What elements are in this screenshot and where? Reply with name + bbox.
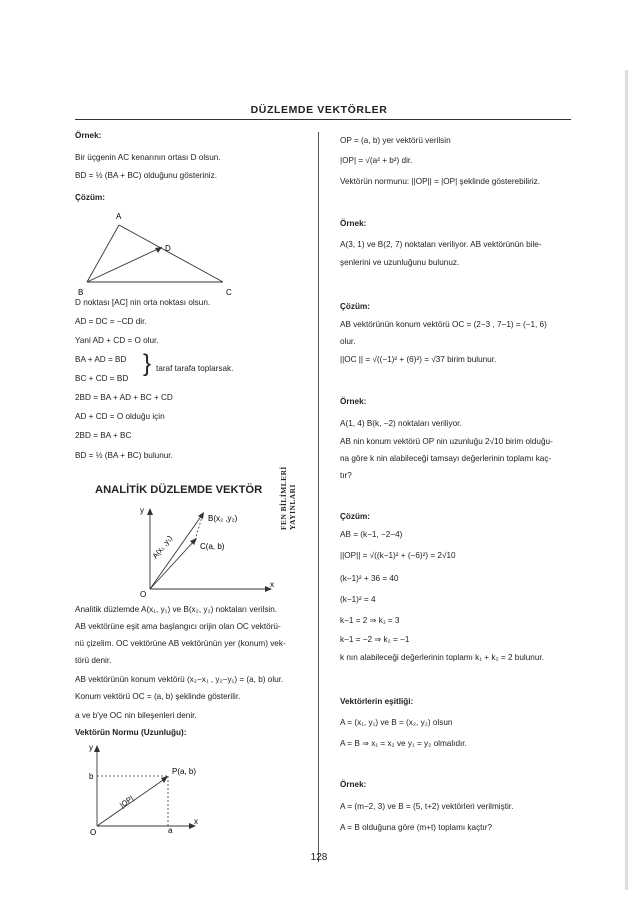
text-line: (k−1)² = 4	[340, 595, 376, 604]
vertex-d-label: D	[165, 244, 171, 253]
y-axis-label: y	[89, 743, 93, 752]
point-b-label: B(x₂ ,y₂)	[208, 514, 238, 523]
equality-heading: Vektörlerin eşitliği:	[340, 697, 414, 706]
text-line: A = (m−2, 3) ve B = (5, t+2) vektörleri verilmiştir.	[340, 802, 514, 811]
text-line: D noktası [AC] nin orta noktası olsun.	[75, 298, 211, 307]
x-axis-label: x	[194, 817, 198, 826]
solution-heading: Çözüm:	[340, 512, 371, 521]
text-line: a ve b'ye OC nin bileşenleri denir.	[75, 711, 197, 720]
vertex-b-label: B	[78, 288, 84, 297]
text-line: k−1 = 2 ⇒ k₁ = 3	[340, 616, 400, 625]
origin-label: O	[140, 590, 147, 599]
text-line: ||OP|| = √((k−1)² + (−6)²) = 2√10	[340, 551, 456, 560]
text-line: BC + CD = BD	[75, 374, 129, 383]
example-heading: Örnek:	[340, 219, 367, 228]
text-line: AD + CD = O olduğu için	[75, 412, 165, 421]
text-line: Bir üçgenin AC kenarının ortası D olsun.	[75, 153, 221, 162]
header-rule	[75, 119, 571, 120]
brace: }	[143, 350, 152, 377]
text-line: na göre k nin alabileceği tamsayı değerlerinin toplamı kaç-	[340, 454, 552, 463]
b-label: b	[89, 772, 94, 781]
x-axis-label: x	[270, 580, 274, 589]
text-line: BD = ½ (BA + BC) olduğunu gösteriniz.	[75, 171, 217, 180]
point-a-label: A(x₁ ,y₁)	[150, 533, 175, 561]
op-norm-label: |OP|	[117, 793, 136, 810]
publisher-brand	[279, 420, 329, 570]
text-line: tır?	[340, 471, 352, 480]
example-heading: Örnek:	[340, 780, 367, 789]
page-edge-shadow	[625, 70, 628, 890]
page-header-title: DÜZLEMDE VEKTÖRLER	[250, 104, 388, 116]
text-line: Vektörün normunu: ||OP|| = |OP| şeklinde gösterebiliriz.	[340, 177, 541, 186]
norm-heading: Vektörün Normu (Uzunluğu):	[75, 728, 187, 737]
page-number: 128	[310, 852, 328, 863]
coordinate-graph-1	[118, 505, 278, 600]
text-line: şenlerini ve uzunluğunu bulunuz.	[340, 258, 460, 267]
point-p-label: P(a, b)	[172, 767, 197, 776]
text-line: A(1, 4) B(k, −2) noktaları veriliyor.	[340, 419, 462, 428]
example-heading: Örnek:	[75, 131, 102, 140]
text-line: 2BD = BA + BC	[75, 431, 132, 440]
a-label: a	[168, 826, 173, 835]
text-line: AB vektörünün konum vektörü OC = (2−3 , 7−1) = (−1, 6)	[340, 320, 547, 329]
text-line: (k−1)² + 36 = 40	[340, 574, 399, 583]
text-line: ||OC || = √((−1)² + (6)²) = √37 birim bulunur.	[340, 355, 497, 364]
text-line: Konum vektörü OC = (a, b) şeklinde gösterilir.	[75, 692, 241, 701]
vertex-c-label: C	[226, 288, 232, 297]
vertex-a-label: A	[116, 212, 122, 221]
text-line: AD = DC = −CD dir.	[75, 317, 147, 326]
triangle-diagram	[75, 203, 245, 298]
text-line: 2BD = BA + AD + BC + CD	[75, 393, 173, 402]
solution-heading: Çözüm:	[75, 193, 106, 202]
text-line: törü denir.	[75, 656, 112, 665]
text-line: Analitik düzlemde A(x₁, y₁) ve B(x₂, y₂) noktaları verilsin.	[75, 605, 278, 614]
text-line: nü çizelim. OC vektörüne AB vektörünün yer (konum) vek-	[75, 639, 286, 648]
text-line: A = B olduğuna göre (m+t) toplamı kaçtır?	[340, 823, 493, 832]
text-line: BD = ½ (BA + BC) bulunur.	[75, 451, 173, 460]
y-axis-label: y	[140, 506, 144, 515]
text-line: AB = (k−1, −2−4)	[340, 530, 403, 539]
text-line: |OP| = √(a² + b²) dir.	[340, 156, 413, 165]
text-line: A = (x₁, y₁) ve B = (x₂, y₂) olsun	[340, 718, 453, 727]
text-line: A(3, 1) ve B(2, 7) noktaları veriliyor. AB vektörünün bile-	[340, 240, 542, 249]
text-line: Yani AD + CD = O olur.	[75, 336, 159, 345]
origin-label: O	[90, 828, 97, 837]
text-line: OP = (a, b) yer vektörü verilsin	[340, 136, 451, 145]
solution-heading: Çözüm:	[340, 302, 371, 311]
coordinate-graph-2	[80, 742, 210, 837]
text-line: taraf tarafa toplarsak.	[156, 364, 234, 373]
text-line: k−1 = −2 ⇒ k₂ = −1	[340, 635, 410, 644]
text-line: AB vektörüne eşit ama başlangıcı orijin olan OC vektörü-	[75, 622, 281, 631]
publisher-brand-text: FEN BİLİMLERİ YAYINLARI	[279, 466, 297, 530]
text-line: AB vektörünün konum vektörü (x₂−x₁ , y₂−y₁) = (a, b) olur.	[75, 675, 284, 684]
text-line: olur.	[340, 337, 356, 346]
text-line: k nın alabileceği değerlerinin toplamı k₁ + k₂ = 2 bulunur.	[340, 653, 544, 662]
example-heading: Örnek:	[340, 397, 367, 406]
text-line: AB nin konum vektörü OP nin uzunluğu 2√10 birim olduğu-	[340, 437, 553, 446]
text-line: A = B ⇒ x₁ = x₂ ve y₁ = y₂ olmalıdır.	[340, 739, 467, 748]
text-line: BA + AD = BD	[75, 355, 127, 364]
section-heading: ANALİTİK DÜZLEMDE VEKTÖR	[95, 484, 263, 496]
point-c-label: C(a, b)	[200, 542, 225, 551]
